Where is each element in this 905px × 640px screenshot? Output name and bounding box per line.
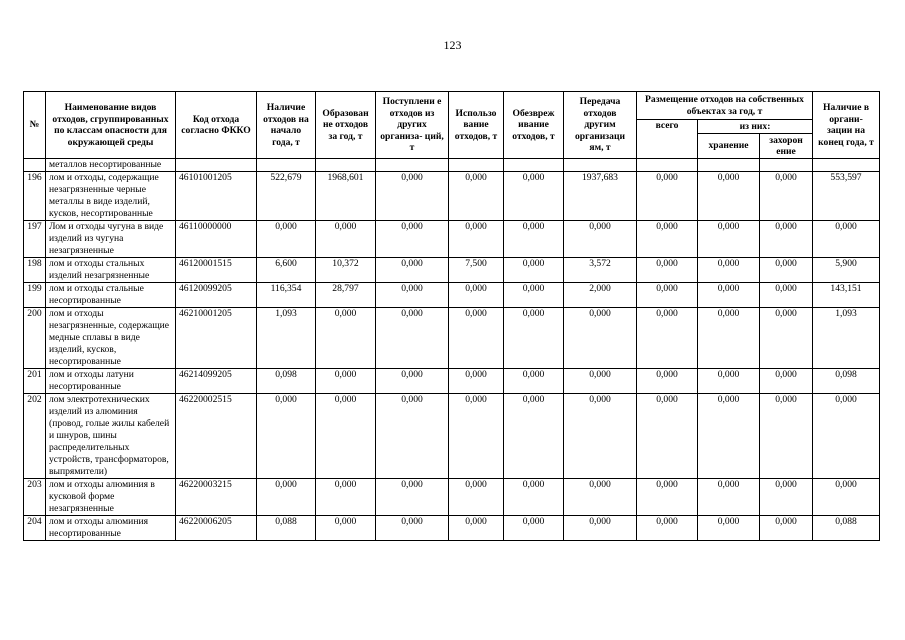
amount-start: 0,098 [257,369,316,394]
table-row [24,308,880,369]
amount-start: 0,000 [257,221,316,258]
placement-total: 0,000 [637,172,698,221]
header-placement: Размещение отходов на собственных объектах за год, т [637,92,813,120]
amount-neutralized: 0,000 [504,394,564,479]
amount-neutralized: 0,000 [504,221,564,258]
amount-end: 143,151 [813,283,880,308]
header-received: Поступлени е отходов из других организа- ций, т [376,92,449,159]
amount-start: 522,679 [257,172,316,221]
fkko-code: 46220003215 [176,479,257,516]
amount-start: 0,088 [257,516,316,541]
header-start: Наличие отходов на начало года, т [257,92,316,159]
amount-neutralized: 0,000 [504,516,564,541]
amount-received: 0,000 [376,258,449,283]
fkko-code [176,159,257,172]
row-number: 197 [24,221,46,258]
amount-transferred [564,159,637,172]
fkko-code: 46214099205 [176,369,257,394]
amount-neutralized: 0,000 [504,172,564,221]
amount-end: 0,000 [813,479,880,516]
header-end: Наличие в органи- зации на конец года, т [813,92,880,159]
table-header [24,92,880,159]
amount-used: 0,000 [449,516,504,541]
table-row [24,172,880,221]
row-number: 203 [24,479,46,516]
amount-start: 1,093 [257,308,316,369]
placement-storage: 0,000 [698,221,760,258]
amount-end [813,159,880,172]
placement-total: 0,000 [637,221,698,258]
amount-end: 553,597 [813,172,880,221]
header-total: всего [637,120,698,159]
amount-neutralized: 0,000 [504,283,564,308]
amount-transferred: 1937,683 [564,172,637,221]
amount-end: 0,088 [813,516,880,541]
amount-neutralized: 0,000 [504,479,564,516]
amount-transferred: 3,572 [564,258,637,283]
amount-formed [316,159,376,172]
amount-used: 0,000 [449,369,504,394]
placement-total: 0,000 [637,479,698,516]
placement-burial [760,159,813,172]
amount-formed: 1968,601 [316,172,376,221]
amount-used: 7,500 [449,258,504,283]
waste-name: лом и отходы стальных изделий незагрязненные [46,258,176,283]
header-burial: захорон ение [760,134,813,159]
table-row [24,221,880,258]
fkko-code: 46120099205 [176,283,257,308]
placement-total: 0,000 [637,283,698,308]
waste-name: лом и отходы алюминия несортированные [46,516,176,541]
placement-storage: 0,000 [698,394,760,479]
amount-neutralized [504,159,564,172]
row-number [24,159,46,172]
header-neutralized: Обезвреж ивание отходов, т [504,92,564,159]
header-storage: хранение [698,134,760,159]
placement-burial: 0,000 [760,308,813,369]
amount-formed: 28,797 [316,283,376,308]
fkko-code: 46120001515 [176,258,257,283]
amount-received: 0,000 [376,479,449,516]
header-num: № [24,92,46,159]
amount-used: 0,000 [449,479,504,516]
placement-total: 0,000 [637,369,698,394]
table-row [24,369,880,394]
header-used: Использо вание отходов, т [449,92,504,159]
placement-storage: 0,000 [698,258,760,283]
waste-name: лом электротехнических изделий из алюминия (провод, голые жилы кабелей и шнуров, шины распределительных устройств, трансформаторов, выпрямители) [46,394,176,479]
amount-formed: 10,372 [316,258,376,283]
amount-neutralized: 0,000 [504,258,564,283]
placement-total: 0,000 [637,394,698,479]
row-number: 196 [24,172,46,221]
amount-received: 0,000 [376,172,449,221]
amount-used: 0,000 [449,394,504,479]
waste-name: лом и отходы латуни несортированные [46,369,176,394]
placement-storage: 0,000 [698,516,760,541]
row-number: 201 [24,369,46,394]
placement-total [637,159,698,172]
placement-burial: 0,000 [760,479,813,516]
amount-formed: 0,000 [316,516,376,541]
amount-formed: 0,000 [316,221,376,258]
waste-name: лом и отходы, содержащие незагрязненные черные металлы в виде изделий, кусков, несортированные [46,172,176,221]
amount-formed: 0,000 [316,394,376,479]
placement-burial: 0,000 [760,516,813,541]
placement-storage: 0,000 [698,308,760,369]
row-number: 200 [24,308,46,369]
waste-name: металлов несортированные [46,159,176,172]
amount-used: 0,000 [449,283,504,308]
fkko-code: 46101001205 [176,172,257,221]
placement-total: 0,000 [637,258,698,283]
table-row [24,516,880,541]
placement-burial: 0,000 [760,221,813,258]
placement-burial: 0,000 [760,283,813,308]
row-number: 202 [24,394,46,479]
amount-transferred: 0,000 [564,369,637,394]
placement-burial: 0,000 [760,394,813,479]
table-row [24,258,880,283]
amount-received: 0,000 [376,308,449,369]
amount-start: 0,000 [257,394,316,479]
amount-used [449,159,504,172]
placement-total: 0,000 [637,308,698,369]
placement-storage: 0,000 [698,283,760,308]
header-name: Наименование видов отходов, сгруппированных по классам опасности для окружающей среды [46,92,176,159]
amount-received [376,159,449,172]
table-row [24,394,880,479]
table-row [24,479,880,516]
amount-end: 0,000 [813,394,880,479]
amount-start: 116,354 [257,283,316,308]
table-row [24,283,880,308]
amount-start: 6,600 [257,258,316,283]
waste-table [23,91,880,541]
waste-name: лом и отходы незагрязненные, содержащие медные сплавы в виде изделий, кусков, несортированные [46,308,176,369]
amount-received: 0,000 [376,394,449,479]
header-code: Код отхода согласно ФККО [176,92,257,159]
amount-end: 5,900 [813,258,880,283]
amount-received: 0,000 [376,221,449,258]
amount-used: 0,000 [449,221,504,258]
placement-burial: 0,000 [760,172,813,221]
table-body [24,159,880,541]
amount-neutralized: 0,000 [504,369,564,394]
fkko-code: 46220002515 [176,394,257,479]
amount-transferred: 0,000 [564,479,637,516]
placement-burial: 0,000 [760,258,813,283]
amount-formed: 0,000 [316,369,376,394]
amount-transferred: 0,000 [564,516,637,541]
waste-name: лом и отходы стальные несортированные [46,283,176,308]
placement-storage: 0,000 [698,369,760,394]
row-number: 204 [24,516,46,541]
header-of-which: из них: [698,120,813,134]
placement-burial: 0,000 [760,369,813,394]
amount-received: 0,000 [376,516,449,541]
amount-received: 0,000 [376,369,449,394]
amount-end: 1,093 [813,308,880,369]
placement-storage: 0,000 [698,172,760,221]
amount-start: 0,000 [257,479,316,516]
row-number: 198 [24,258,46,283]
amount-transferred: 0,000 [564,308,637,369]
amount-neutralized: 0,000 [504,308,564,369]
amount-end: 0,098 [813,369,880,394]
amount-start [257,159,316,172]
fkko-code: 46210001205 [176,308,257,369]
placement-total: 0,000 [637,516,698,541]
amount-end: 0,000 [813,221,880,258]
amount-used: 0,000 [449,308,504,369]
amount-transferred: 2,000 [564,283,637,308]
placement-storage: 0,000 [698,479,760,516]
table-row [24,159,880,172]
amount-used: 0,000 [449,172,504,221]
amount-transferred: 0,000 [564,394,637,479]
waste-name: Лом и отходы чугуна в виде изделий из чугуна незагрязненные [46,221,176,258]
amount-formed: 0,000 [316,308,376,369]
amount-transferred: 0,000 [564,221,637,258]
amount-formed: 0,000 [316,479,376,516]
waste-name: лом и отходы алюминия в кусковой форме незагрязненные [46,479,176,516]
fkko-code: 46220006205 [176,516,257,541]
header-transferred: Передача отходов другим организаци ям, т [564,92,637,159]
fkko-code: 46110000000 [176,221,257,258]
page-number: 123 [443,38,462,52]
amount-received: 0,000 [376,283,449,308]
row-number: 199 [24,283,46,308]
header-formed: Образован не отходов за год, т [316,92,376,159]
placement-storage [698,159,760,172]
